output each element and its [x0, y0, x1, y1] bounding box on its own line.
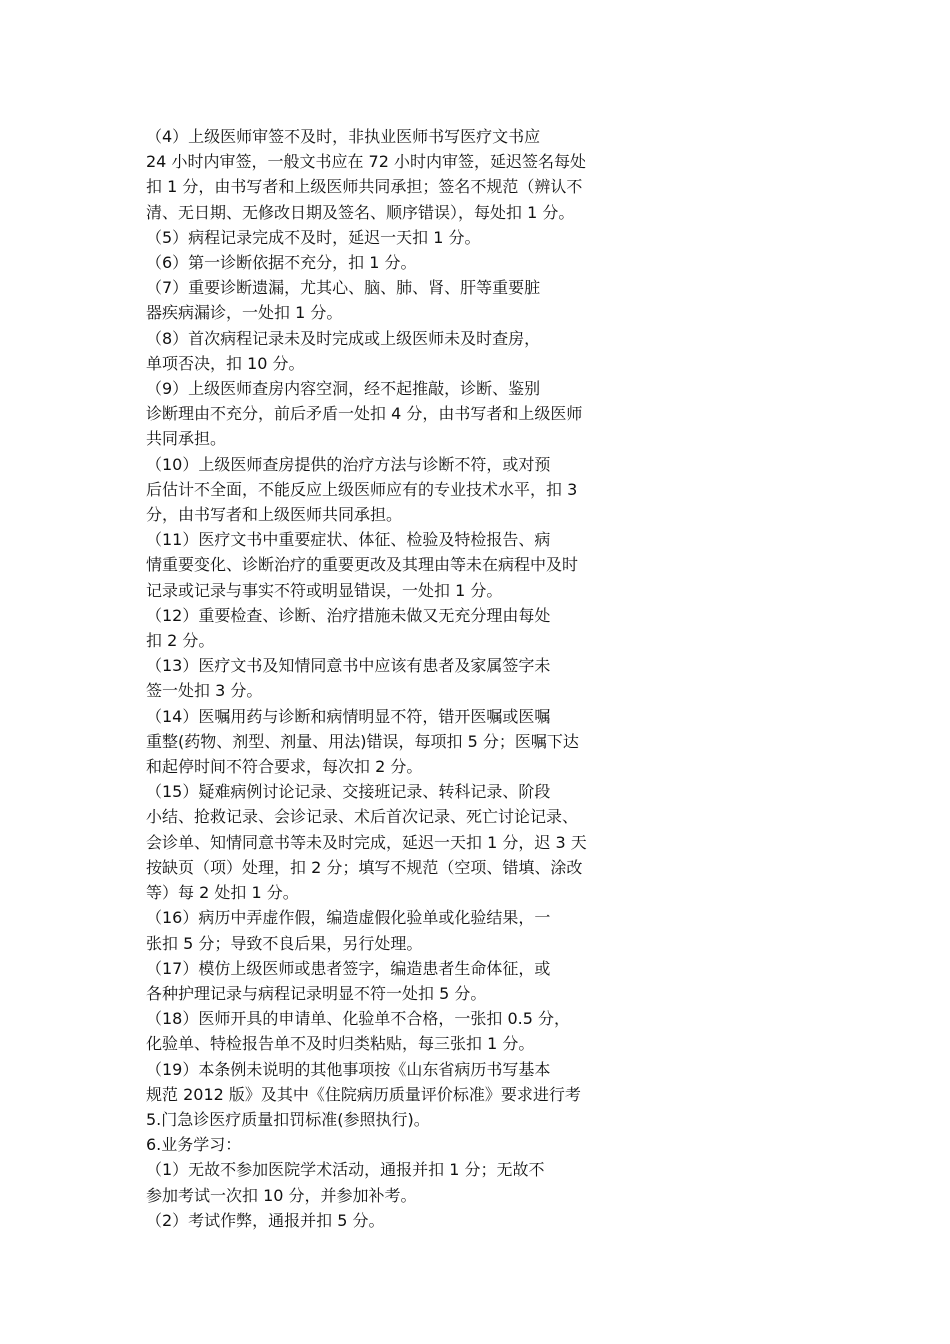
paragraph — [146, 527, 666, 603]
paragraph — [146, 1157, 666, 1207]
paragraph — [146, 275, 666, 325]
paragraph — [146, 1208, 666, 1233]
text-line: 张扣 5 分；导致不良后果，另行处理。 — [146, 933, 423, 953]
text-line: （11）医疗文书中重要症状、体征、检验及特检报告、病 — [146, 530, 551, 550]
paragraph — [146, 250, 666, 275]
text-line: （9）上级医师查房内容空洞，经不起推敲，诊断、鉴别 — [146, 379, 541, 399]
text-line: 记录或记录与事实不符或明显错误，一处扣 1 分。 — [146, 580, 503, 600]
text-line: （13）医疗文书及知情同意书中应该有患者及家属签字未 — [146, 656, 551, 676]
paragraph — [146, 905, 666, 955]
paragraph — [146, 653, 666, 703]
paragraph — [146, 376, 666, 452]
text-line: （6）第一诊断依据不充分，扣 1 分。 — [146, 253, 417, 273]
text-line: 会诊单、知情同意书等未及时完成，延迟一天扣 1 分，迟 3 天 — [146, 832, 587, 852]
paragraph — [146, 1006, 666, 1056]
paragraph — [146, 1132, 666, 1157]
text-line: （10）上级医师查房提供的治疗方法与诊断不符，或对预 — [146, 454, 551, 474]
text-line: （1）无故不参加医院学术活动，通报并扣 1 分；无故不 — [146, 1160, 545, 1180]
text-line: （2）考试作弊，通报并扣 5 分。 — [146, 1210, 385, 1230]
text-line: 器疾病漏诊，一处扣 1 分。 — [146, 303, 343, 323]
text-line: 签一处扣 3 分。 — [146, 681, 263, 701]
text-line: （15）疑难病例讨论记录、交接班记录、转科记录、阶段 — [146, 782, 551, 802]
text-line: 和起停时间不符合要求，每次扣 2 分。 — [146, 757, 423, 777]
text-line: （5）病程记录完成不及时，延迟一天扣 1 分。 — [146, 227, 481, 247]
text-line: 清、无日期、无修改日期及签名、顺序错误），每处扣 1 分。 — [146, 202, 575, 222]
paragraph — [146, 704, 666, 780]
paragraph — [146, 225, 666, 250]
document-body — [146, 124, 666, 1233]
text-line: 小结、抢救记录、会诊记录、术后首次记录、死亡讨论记录、 — [146, 807, 579, 827]
paragraph — [146, 1057, 666, 1133]
text-line: （7）重要诊断遗漏，尤其心、脑、肺、肾、肝等重要脏 — [146, 278, 541, 298]
paragraph — [146, 956, 666, 1006]
text-line: 扣 1 分，由书写者和上级医师共同承担；签名不规范（辨认不 — [146, 177, 583, 197]
text-line: 24 小时内审签，一般文书应在 72 小时内审签，延迟签名每处 — [146, 152, 586, 172]
text-line: （19）本条例未说明的其他事项按《山东省病历书写基本 — [146, 1059, 551, 1079]
text-line: 按缺页（项）处理，扣 2 分；填写不规范（空项、错填、涂改 — [146, 857, 583, 877]
text-line: 共同承担。 — [146, 429, 227, 449]
text-line: 扣 2 分。 — [146, 631, 215, 651]
paragraph — [146, 124, 666, 225]
text-line: 等）每 2 处扣 1 分。 — [146, 883, 299, 903]
paragraph — [146, 779, 666, 905]
text-line: 重整(药物、剂型、剂量、用法)错误，每项扣 5 分；医嘱下达 — [146, 731, 579, 751]
text-line: （4）上级医师审签不及时，非执业医师书写医疗文书应 — [146, 127, 541, 146]
text-line: （16）病历中弄虚作假，编造虚假化验单或化验结果，一 — [146, 908, 551, 928]
text-line: （12）重要检查、诊断、治疗措施未做又无充分理由每处 — [146, 605, 551, 625]
text-line: 诊断理由不充分，前后矛盾一处扣 4 分，由书写者和上级医师 — [146, 404, 583, 424]
paragraph — [146, 326, 666, 376]
text-line: 化验单、特检报告单不及时归类粘贴，每三张扣 1 分。 — [146, 1034, 535, 1054]
text-line: 规范 2012 版》及其中《住院病历质量评价标准》要求进行考 — [146, 1084, 581, 1104]
text-line: （14）医嘱用药与诊断和病情明显不符，错开医嘱或医嘱 — [146, 706, 551, 726]
text-line: 单项否决，扣 10 分。 — [146, 353, 305, 373]
text-line: 分，由书写者和上级医师共同承担。 — [146, 505, 403, 525]
text-line: 5.门急诊医疗质量扣罚标准(参照执行)。 — [146, 1109, 430, 1129]
text-line: 6.业务学习： — [146, 1135, 242, 1155]
paragraph — [146, 452, 666, 528]
text-line: 情重要变化、诊断治疗的重要更改及其理由等未在病程中及时 — [146, 555, 579, 575]
text-line: 各种护理记录与病程记录明显不符一处扣 5 分。 — [146, 983, 487, 1003]
text-line: 后估计不全面，不能反应上级医师应有的专业技术水平，扣 3 — [146, 479, 578, 499]
text-line: （18）医师开具的申请单、化验单不合格，一张扣 0.5 分， — [146, 1009, 570, 1029]
text-line: （17）模仿上级医师或患者签字，编造患者生命体征，或 — [146, 958, 551, 978]
text-line: 参加考试一次扣 10 分，并参加补考。 — [146, 1185, 417, 1205]
paragraph — [146, 603, 666, 653]
text-line: （8）首次病程记录未及时完成或上级医师未及时查房， — [146, 328, 541, 348]
